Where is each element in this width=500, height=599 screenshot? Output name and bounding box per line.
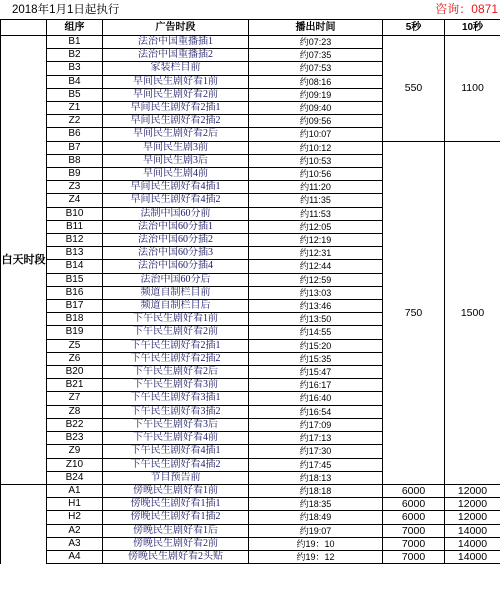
group-code: A4	[47, 550, 103, 563]
group-code: Z1	[47, 102, 103, 115]
air-time: 约11:20	[249, 181, 383, 194]
air-time: 约12:44	[249, 260, 383, 273]
slot-name: 下午民生剧好看3插1	[103, 392, 249, 405]
header-10s: 10秒	[445, 20, 500, 36]
price-10s: 14000	[445, 524, 500, 537]
header-slot: 广告时段	[103, 20, 249, 36]
air-time: 约15:47	[249, 366, 383, 379]
table-row	[1, 498, 500, 511]
table-header-row	[1, 20, 500, 36]
group-code: Z3	[47, 181, 103, 194]
air-time: 约09:19	[249, 88, 383, 101]
slot-name: 法治中国重播插1	[103, 36, 249, 49]
group-code: Z7	[47, 392, 103, 405]
price-10s: 12000	[445, 484, 500, 497]
group-code: Z2	[47, 115, 103, 128]
header-group: 组序	[47, 20, 103, 36]
slot-name: 傍晚民生剧好看1前	[103, 484, 249, 497]
air-time: 约10:12	[249, 141, 383, 154]
effective-date: 2018年1月1日起执行	[12, 4, 120, 16]
air-time: 约16:54	[249, 405, 383, 418]
slot-name: 下午民生剧好看3插2	[103, 405, 249, 418]
header-blank	[1, 20, 47, 36]
slot-name: 节目预告前	[103, 471, 249, 484]
sheet-header	[0, 0, 500, 19]
group-code: B20	[47, 366, 103, 379]
slot-name: 下午民生剧好看3后	[103, 418, 249, 431]
slot-name: 早间民生剧好看1前	[103, 75, 249, 88]
slot-name: 早间民生剧好看2插1	[103, 102, 249, 115]
group-code: B23	[47, 432, 103, 445]
group-code: B13	[47, 247, 103, 260]
price-5s: 7000	[383, 524, 445, 537]
consult-phone: 咨询：0871	[435, 2, 498, 16]
air-time: 约09:40	[249, 102, 383, 115]
header-5s: 5秒	[383, 20, 445, 36]
slot-name: 傍晚民生剧好看2前	[103, 537, 249, 550]
air-time: 约15:20	[249, 339, 383, 352]
group-code: B5	[47, 88, 103, 101]
slot-name: 频道自制栏目后	[103, 300, 249, 313]
price-5s: 550	[383, 36, 445, 142]
group-code: H1	[47, 498, 103, 511]
group-code: Z10	[47, 458, 103, 471]
slot-name: 下午民生剧好看3前	[103, 379, 249, 392]
slot-name: 法治中国重播插2	[103, 49, 249, 62]
group-code: A1	[47, 484, 103, 497]
air-time: 约11:35	[249, 194, 383, 207]
group-code: B7	[47, 141, 103, 154]
air-time: 约13:46	[249, 300, 383, 313]
air-time: 约19：10	[249, 537, 383, 550]
slot-name: 早间民生剧好看4插2	[103, 194, 249, 207]
slot-name: 早间民生剧好看2插2	[103, 115, 249, 128]
slot-name: 频道自制栏目前	[103, 286, 249, 299]
group-code: B6	[47, 128, 103, 141]
slot-name: 法治中国60分后	[103, 273, 249, 286]
group-code: B9	[47, 168, 103, 181]
slot-name: 法治中国60分插2	[103, 234, 249, 247]
air-time: 约15:35	[249, 352, 383, 365]
table-row	[1, 524, 500, 537]
table-row	[1, 537, 500, 550]
slot-name: 下午民生剧好看2插1	[103, 339, 249, 352]
slot-name: 早间民生剧4前	[103, 168, 249, 181]
price-5s: 7000	[383, 537, 445, 550]
price-10s: 14000	[445, 537, 500, 550]
price-5s: 7000	[383, 550, 445, 563]
price-10s: 12000	[445, 511, 500, 524]
period-blank	[1, 484, 47, 563]
air-time: 约10:56	[249, 168, 383, 181]
ad-rate-table	[0, 19, 500, 564]
group-code: B14	[47, 260, 103, 273]
price-10s: 1100	[445, 36, 500, 142]
air-time: 约12:05	[249, 220, 383, 233]
group-code: B19	[47, 326, 103, 339]
header-time: 播出时间	[249, 20, 383, 36]
table-row	[1, 550, 500, 563]
slot-name: 早间民生剧好看2前	[103, 88, 249, 101]
air-time: 约11:53	[249, 207, 383, 220]
slot-name: 傍晚民生剧好看1插1	[103, 498, 249, 511]
slot-name: 下午民生剧好看2前	[103, 326, 249, 339]
air-time: 约10:53	[249, 154, 383, 167]
slot-name: 傍晚民生剧好看1后	[103, 524, 249, 537]
slot-name: 傍晚民生剧好看2头贴	[103, 550, 249, 563]
air-time: 约12:31	[249, 247, 383, 260]
slot-name: 下午民生剧好看4前	[103, 432, 249, 445]
group-code: B24	[47, 471, 103, 484]
table-row	[1, 511, 500, 524]
group-code: H2	[47, 511, 103, 524]
air-time: 约18:18	[249, 484, 383, 497]
air-time: 约10:07	[249, 128, 383, 141]
slot-name: 早间民生剧3前	[103, 141, 249, 154]
slot-name: 法治中国60分插4	[103, 260, 249, 273]
air-time: 约17:09	[249, 418, 383, 431]
air-time: 约17:30	[249, 445, 383, 458]
air-time: 约19：12	[249, 550, 383, 563]
air-time: 约13:03	[249, 286, 383, 299]
price-5s: 6000	[383, 484, 445, 497]
price-10s: 12000	[445, 498, 500, 511]
slot-name: 早间民生剧3后	[103, 154, 249, 167]
group-code: B21	[47, 379, 103, 392]
group-code: B2	[47, 49, 103, 62]
slot-name: 早间民生剧好看4插1	[103, 181, 249, 194]
air-time: 约12:19	[249, 234, 383, 247]
group-code: Z8	[47, 405, 103, 418]
air-time: 约07:53	[249, 62, 383, 75]
group-code: B4	[47, 75, 103, 88]
air-time: 约18:49	[249, 511, 383, 524]
group-code: Z5	[47, 339, 103, 352]
air-time: 约12:59	[249, 273, 383, 286]
table-row	[1, 141, 500, 154]
group-code: B17	[47, 300, 103, 313]
group-code: B3	[47, 62, 103, 75]
air-time: 约17:45	[249, 458, 383, 471]
price-5s: 750	[383, 141, 445, 484]
air-time: 约16:40	[249, 392, 383, 405]
group-code: B8	[47, 154, 103, 167]
group-code: Z4	[47, 194, 103, 207]
slot-name: 下午民生剧好看4插1	[103, 445, 249, 458]
air-time: 约19:07	[249, 524, 383, 537]
group-code: B15	[47, 273, 103, 286]
slot-name: 法治中国60分插1	[103, 220, 249, 233]
period-label: 白天时段	[1, 36, 47, 485]
group-code: Z6	[47, 352, 103, 365]
price-10s: 1500	[445, 141, 500, 484]
slot-name: 法治中国60分插3	[103, 247, 249, 260]
group-code: B10	[47, 207, 103, 220]
group-code: B12	[47, 234, 103, 247]
group-code: B16	[47, 286, 103, 299]
group-code: A2	[47, 524, 103, 537]
air-time: 约07:23	[249, 36, 383, 49]
group-code: B18	[47, 313, 103, 326]
slot-name: 下午民生剧好看1前	[103, 313, 249, 326]
table-row	[1, 484, 500, 497]
price-5s: 6000	[383, 498, 445, 511]
air-time: 约14:55	[249, 326, 383, 339]
air-time: 约16:17	[249, 379, 383, 392]
table-row	[1, 36, 500, 49]
air-time: 约07:35	[249, 49, 383, 62]
group-code: B1	[47, 36, 103, 49]
slot-name: 傍晚民生剧好看1插2	[103, 511, 249, 524]
slot-name: 家装栏目前	[103, 62, 249, 75]
slot-name: 早间民生剧好看2后	[103, 128, 249, 141]
price-5s: 6000	[383, 511, 445, 524]
group-code: Z9	[47, 445, 103, 458]
air-time: 约17:13	[249, 432, 383, 445]
air-time: 约09:56	[249, 115, 383, 128]
group-code: A3	[47, 537, 103, 550]
group-code: B11	[47, 220, 103, 233]
price-10s: 14000	[445, 550, 500, 563]
air-time: 约18:13	[249, 471, 383, 484]
group-code: B22	[47, 418, 103, 431]
air-time: 约13:50	[249, 313, 383, 326]
slot-name: 下午民生剧好看4插2	[103, 458, 249, 471]
air-time: 约08:16	[249, 75, 383, 88]
table-body	[1, 36, 500, 564]
air-time: 约18:35	[249, 498, 383, 511]
slot-name: 下午民生剧好看2插2	[103, 352, 249, 365]
slot-name: 法制中国60分前	[103, 207, 249, 220]
slot-name: 下午民生剧好看2后	[103, 366, 249, 379]
